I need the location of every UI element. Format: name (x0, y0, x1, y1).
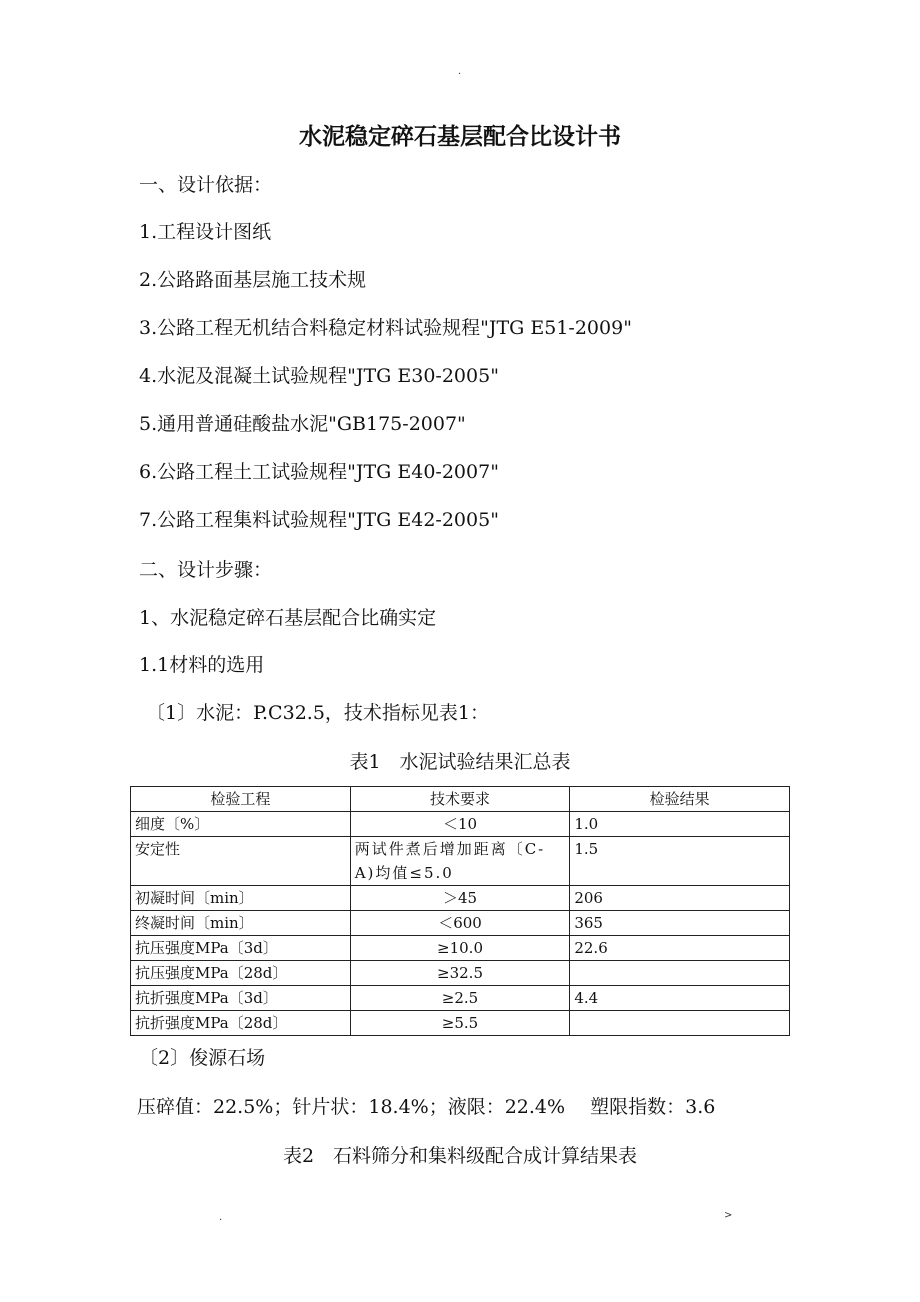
cell: 安定性 (131, 837, 351, 886)
cell: ＜600 (350, 911, 570, 936)
cell: 1.5 (570, 837, 790, 886)
page-mark: . (458, 66, 462, 77)
cell: ＞45 (350, 886, 570, 911)
table-row (131, 911, 790, 936)
cell: ≥32.5 (350, 961, 570, 986)
header-cell: 检验工程 (131, 787, 351, 812)
cell: 1.0 (570, 812, 790, 837)
cell: 细度〔%〕 (131, 812, 351, 837)
cell: 206 (570, 886, 790, 911)
table2-caption: 表2 石料筛分和集料级配合成计算结果表 (282, 1145, 638, 1167)
header-cell: 技术要求 (350, 787, 570, 812)
table-row (131, 936, 790, 961)
cell: 抗压强度MPa〔28d〕 (131, 961, 351, 986)
cell: 365 (570, 911, 790, 936)
page-mark: > (724, 1210, 733, 1221)
cell: 22.6 (570, 936, 790, 961)
cell: 抗压强度MPa〔3d〕 (131, 936, 351, 961)
paragraph: 压碎值：22.5%；针片状：18.4%；液限：22.4% 塑限指数：3.6 (137, 1096, 716, 1118)
subheading: 1.1材料的选用 (139, 654, 265, 676)
page-mark: . (219, 1212, 223, 1223)
table-row (131, 986, 790, 1011)
list-item: 5.通用普通硅酸盐水泥"GB175-2007" (139, 413, 466, 435)
cell: ≥5.5 (350, 1011, 570, 1036)
cell (570, 1011, 790, 1036)
cement-test-table (130, 786, 790, 1036)
list-item: 3.公路工程无机结合料稳定材料试验规程"JTG E51-2009" (139, 317, 632, 339)
section-heading: 二、设计步骤： (139, 559, 273, 581)
cell: 终凝时间〔min〕 (131, 911, 351, 936)
cell: ＜10 (350, 812, 570, 837)
list-item: 4.水泥及混凝土试验规程"JTG E30-2005" (139, 365, 499, 387)
table-header-row (131, 787, 790, 812)
table-row (131, 1011, 790, 1036)
list-item: 2.公路路面基层施工技术规 (139, 269, 367, 291)
list-item: 7.公路工程集料试验规程"JTG E42-2005" (139, 509, 499, 531)
cell: 抗折强度MPa〔3d〕 (131, 986, 351, 1011)
header-cell: 检验结果 (570, 787, 790, 812)
section-heading: 一、设计依据： (139, 174, 273, 196)
cell: 抗折强度MPa〔28d〕 (131, 1011, 351, 1036)
cell: ≥2.5 (350, 986, 570, 1011)
cell: ≥10.0 (350, 936, 570, 961)
cell: 两试件煮后增加距离〔C-A)均值≤5.0 (350, 837, 570, 886)
table-row (131, 886, 790, 911)
table-row (131, 812, 790, 837)
list-item: 1.工程设计图纸 (139, 221, 272, 243)
subheading: 1、水泥稳定碎石基层配合比确实定 (139, 607, 437, 629)
list-item: 6.公路工程土工试验规程"JTG E40-2007" (139, 461, 499, 483)
paragraph: 〔2〕俊源石场 (139, 1047, 266, 1069)
cell: 初凝时间〔min〕 (131, 886, 351, 911)
document-title: 水泥稳定碎石基层配合比设计书 (299, 123, 621, 150)
cell (570, 961, 790, 986)
paragraph: 〔1〕水泥：P.C32.5，技术指标见表1： (146, 702, 489, 724)
cell: 4.4 (570, 986, 790, 1011)
table-row (131, 961, 790, 986)
table-row (131, 837, 790, 886)
table1-caption: 表1 水泥试验结果汇总表 (349, 751, 571, 773)
